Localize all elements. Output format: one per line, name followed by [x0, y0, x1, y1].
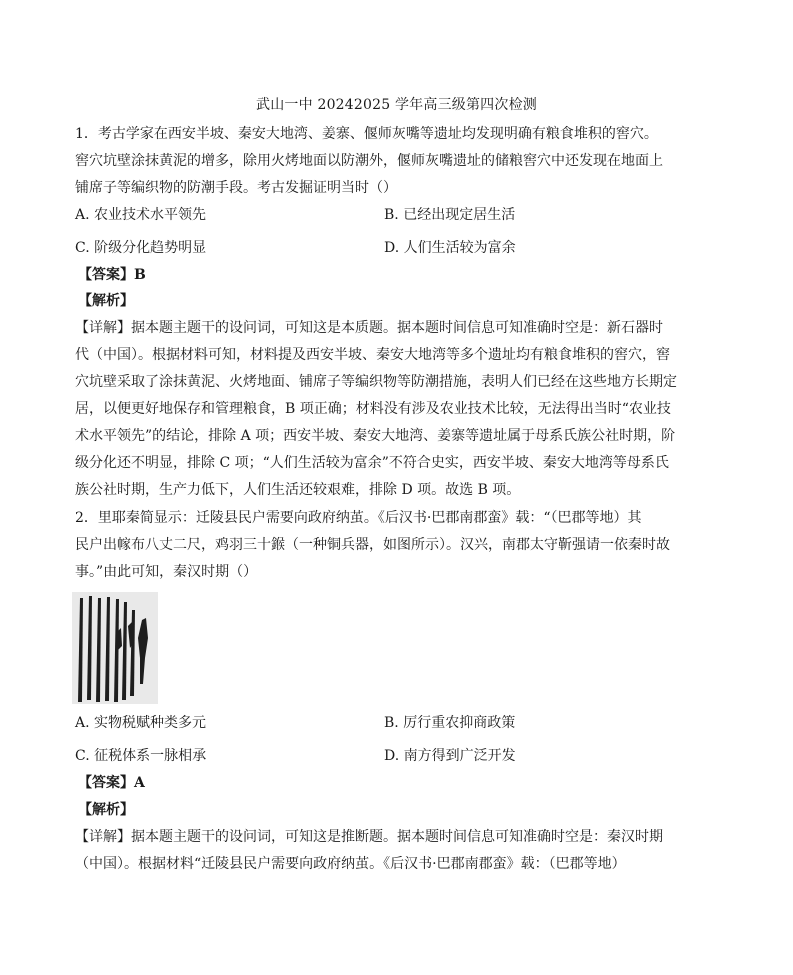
page-title: 武山一中 20242025 学年高三级第四次检测 — [256, 97, 537, 113]
q1-option-a: A. 农业技术水平领先 — [75, 207, 207, 223]
q1-option-b: B. 已经出现定居生活 — [384, 207, 516, 223]
q1-analysis-label: 【解析】 — [78, 293, 134, 309]
q2-stem-line-3: 事。”由此可知，秦汉时期（） — [75, 564, 258, 580]
q1-detail-line-6: 级分化还不明显，排除 C 项；“人们生活较为富余”不符合史实，西安半坡、秦安大地湾等母系氏 — [75, 455, 669, 471]
q1-detail-line-7: 族公社时期，生产力低下，人们生活还较艰难，排除 D 项。故选 B 项。 — [75, 482, 521, 498]
q2-option-d: D. 南方得到广泛开发 — [384, 748, 516, 764]
q1-detail-line-2: 代（中国）。根据材料可知，材料提及西安半坡、秦安大地湾等多个遗址均有粮食堆积的窖穴，窖 — [75, 347, 670, 363]
q2-option-b: B. 厉行重农抑商政策 — [384, 715, 516, 731]
bronze-arrowhead-image — [72, 592, 158, 704]
q1-stem-line-1: 1．考古学家在西安半坡、秦安大地湾、姜寨、偃师灰嘴等遗址均发现明确有粮食堆积的窖穴。 — [75, 126, 658, 142]
q2-analysis-label: 【解析】 — [78, 802, 134, 818]
q2-detail-line-2: （中国）。根据材料“迁陵县民户需要向政府纳茧。《后汉书·巴郡南郡蛮》载：（巴郡等地） — [75, 856, 626, 872]
q1-stem-line-2: 窖穴坑壁涂抹黄泥的增多，除用火烤地面以防潮外，偃师灰嘴遗址的储粮窖穴中还发现在地面上 — [75, 153, 663, 169]
q1-detail-line-1: 【详解】据本题主题干的设问词，可知这是本质题。据本题时间信息可知准确时空是：新石器时 — [75, 320, 663, 336]
q2-stem-line-2: 民户出幏布八丈二尺，鸡羽三十鍭（一种铜兵器，如图所示）。汉兴，南郡太守靳强请一依秦时故 — [75, 537, 670, 553]
q2-answer: 【答案】A — [78, 775, 145, 791]
q1-detail-line-3: 穴坑壁采取了涂抹黄泥、火烤地面、铺席子等编织物等防潮措施，表明人们已经在这些地方长期定 — [75, 374, 677, 390]
q2-stem-line-1: 2．里耶秦简显示：迁陵县民户需要向政府纳茧。《后汉书·巴郡南郡蛮》载：“（巴郡等地）其 — [75, 510, 642, 526]
q2-detail-line-1: 【详解】据本题主题干的设问词，可知这是推断题。据本题时间信息可知准确时空是：秦汉时期 — [75, 829, 663, 845]
q1-stem-line-3: 铺席子等编织物的防潮手段。考古发掘证明当时（） — [75, 180, 397, 196]
q1-detail-line-5: 术水平领先”的结论，排除 A 项；西安半坡、秦安大地湾、姜寨等遗址属于母系氏族公社时期，阶 — [75, 428, 676, 444]
q1-option-c: C. 阶级分化趋势明显 — [75, 240, 207, 256]
q1-answer: 【答案】B — [78, 267, 146, 283]
q1-option-d: D. 人们生活较为富余 — [384, 240, 516, 256]
q1-detail-line-4: 居，以便更好地保存和管理粮食，B 项正确；材料没有涉及农业技术比较，无法得出当时“农业技 — [75, 401, 671, 417]
q2-option-c: C. 征税体系一脉相承 — [75, 748, 207, 764]
q2-option-a: A. 实物税赋种类多元 — [75, 715, 207, 731]
